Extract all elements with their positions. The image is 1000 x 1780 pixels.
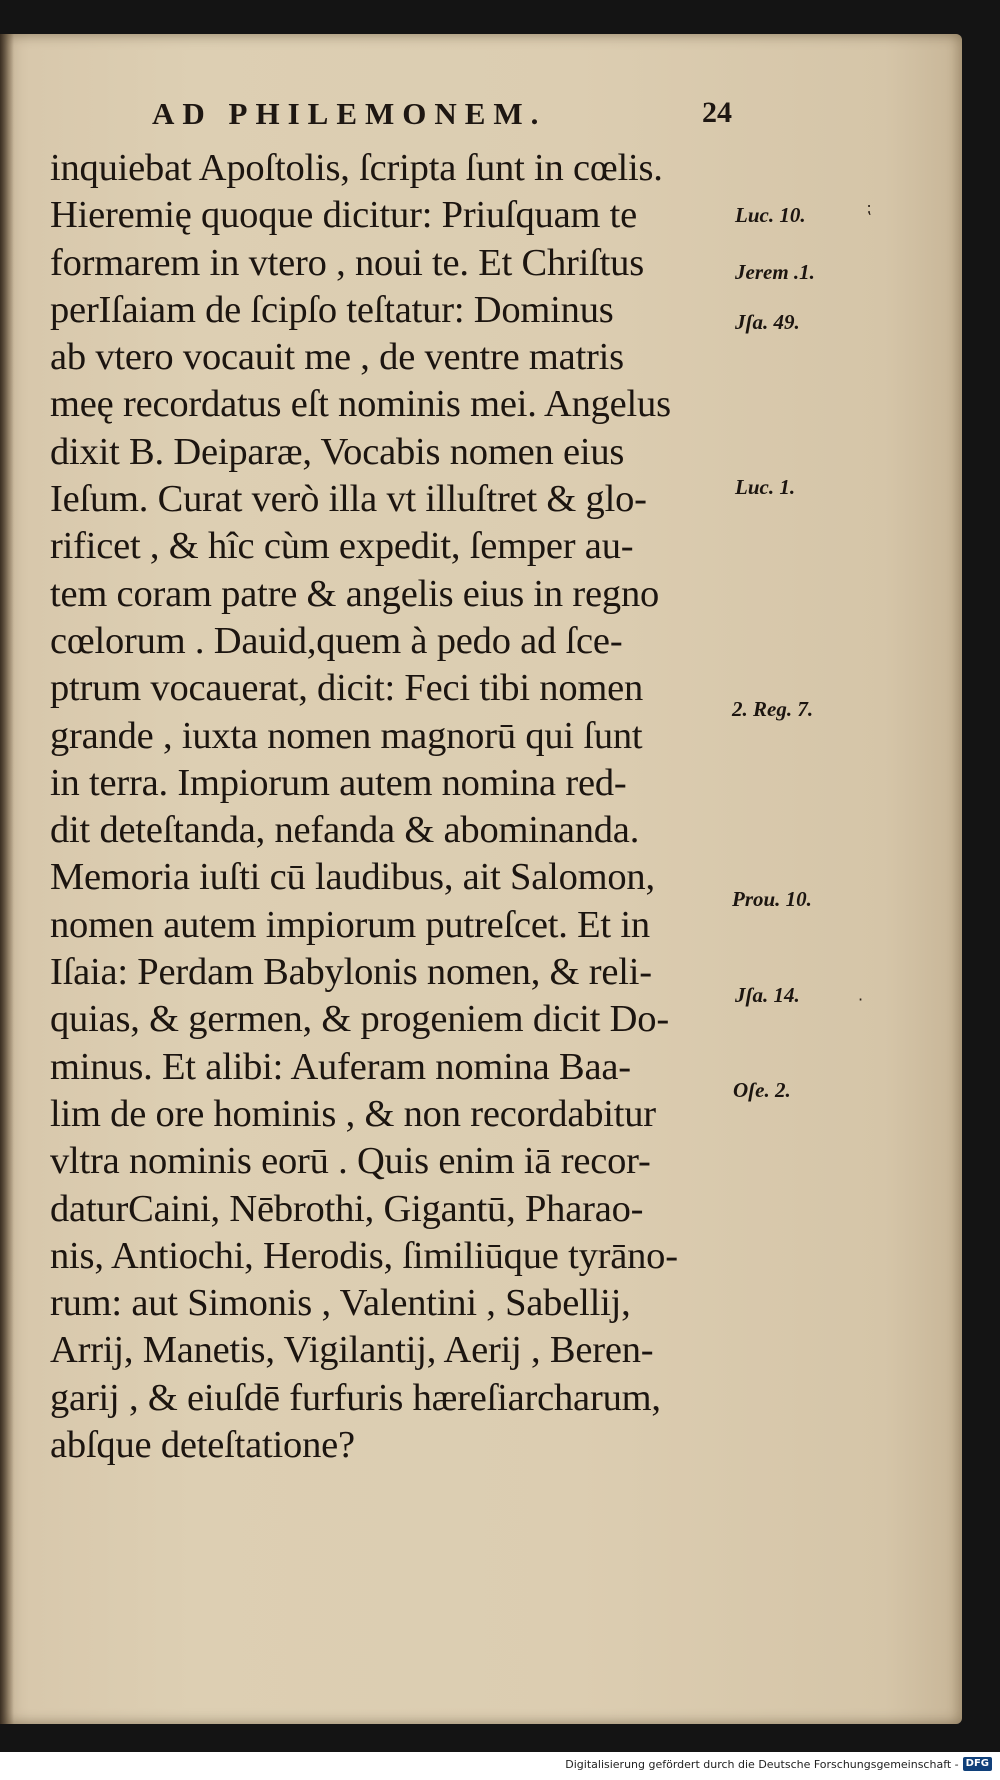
margin-note: Jerem .1.: [735, 260, 815, 284]
text-line: dixit B. Deiparæ, Vocabis nomen eius: [50, 430, 625, 473]
text-line: Hieremię quoque dicitur: Priuſquam te: [50, 194, 638, 237]
text-line: perIſaiam de ſcipſo teſtatur: Dominus: [50, 288, 614, 331]
dfg-logo-icon: DFG: [963, 1757, 992, 1771]
margin-note: Luc. 10.: [735, 203, 806, 227]
body-text: [50, 145, 750, 1469]
text-line: tem coram patre & angelis eius in regno: [50, 572, 660, 615]
text-line: Ieſum. Curat verò illa vt illuſtret & glo-: [50, 478, 647, 521]
text-line: formarem in vtero , noui te. Et Chriſtus: [50, 241, 644, 284]
credit-text: Digitalisierung gefördert durch die Deutsche Forschungsgemeinschaft -: [565, 1757, 959, 1771]
running-head: [152, 96, 732, 140]
text-line: lim de ore hominis , & non recordabitur: [50, 1092, 656, 1135]
text-line: grande , iuxta nomen magnorū qui ſunt: [50, 714, 643, 757]
text-line: Iſaia: Perdam Babylonis nomen, & reli-: [50, 951, 652, 994]
margin-note: Jſa. 14.: [735, 983, 800, 1007]
text-line: dit deteſtanda, nefanda & abominanda.: [50, 809, 640, 852]
text-line: minus. Et alibi: Auferam nomina Baa-: [50, 1045, 631, 1088]
text-line: cœlorum . Dauid,quem à pedo ad ſce-: [50, 619, 623, 662]
text-line: ab vtero vocauit me , de ventre matris: [50, 336, 624, 379]
text-line: nomen autem impiorum putreſcet. Et in: [50, 903, 650, 946]
paper-speck-icon: ⁏: [866, 198, 872, 217]
running-title: AD PHILEMONEM.: [152, 96, 547, 131]
margin-note: 2. Reg. 7.: [732, 697, 814, 721]
text-line: nis, Antiochi, Herodis, ſimiliūque tyrāno-: [50, 1234, 678, 1277]
text-line: garij , & eiuſdē furfuris hæreſiarcharum,: [50, 1376, 661, 1419]
text-line: vltra nominis eorū . Quis enim iā recor-: [50, 1140, 651, 1183]
digitization-credit: [565, 1757, 992, 1771]
text-line: meę recordatus eſt nominis mei. Angelus: [50, 383, 671, 426]
text-line: rificet , & hîc cùm expedit, ſemper au-: [50, 525, 634, 568]
margin-note: Prou. 10.: [732, 887, 812, 911]
margin-note: Luc. 1.: [735, 475, 796, 499]
text-line: abſque deteſtatione?: [50, 1424, 355, 1467]
margin-note: Jſa. 49.: [735, 310, 800, 334]
text-line: in terra. Impiorum autem nomina red-: [50, 761, 627, 804]
spine-shadow: [0, 34, 14, 1724]
text-line: daturCaini, Nēbrothi, Gigantū, Pharao-: [50, 1187, 644, 1230]
paper-speck-icon: ·: [858, 990, 864, 1009]
margin-note: Oſe. 2.: [733, 1078, 791, 1102]
page-number: 24: [702, 96, 732, 129]
text-line: rum: aut Simonis , Valentini , Sabellij,: [50, 1282, 631, 1325]
text-line: Arrij, Manetis, Vigilantij, Aerij , Beren-: [50, 1329, 654, 1372]
text-line: Memoria iuſti cū laudibus, ait Salomon,: [50, 856, 655, 899]
text-line: inquiebat Apoſtolis, ſcripta ſunt in cœlis.: [50, 147, 663, 189]
text-line: quias, & germen, & progeniem dicit Do-: [50, 998, 669, 1041]
text-line: ptrum vocauerat, dicit: Feci tibi nomen: [50, 667, 644, 710]
